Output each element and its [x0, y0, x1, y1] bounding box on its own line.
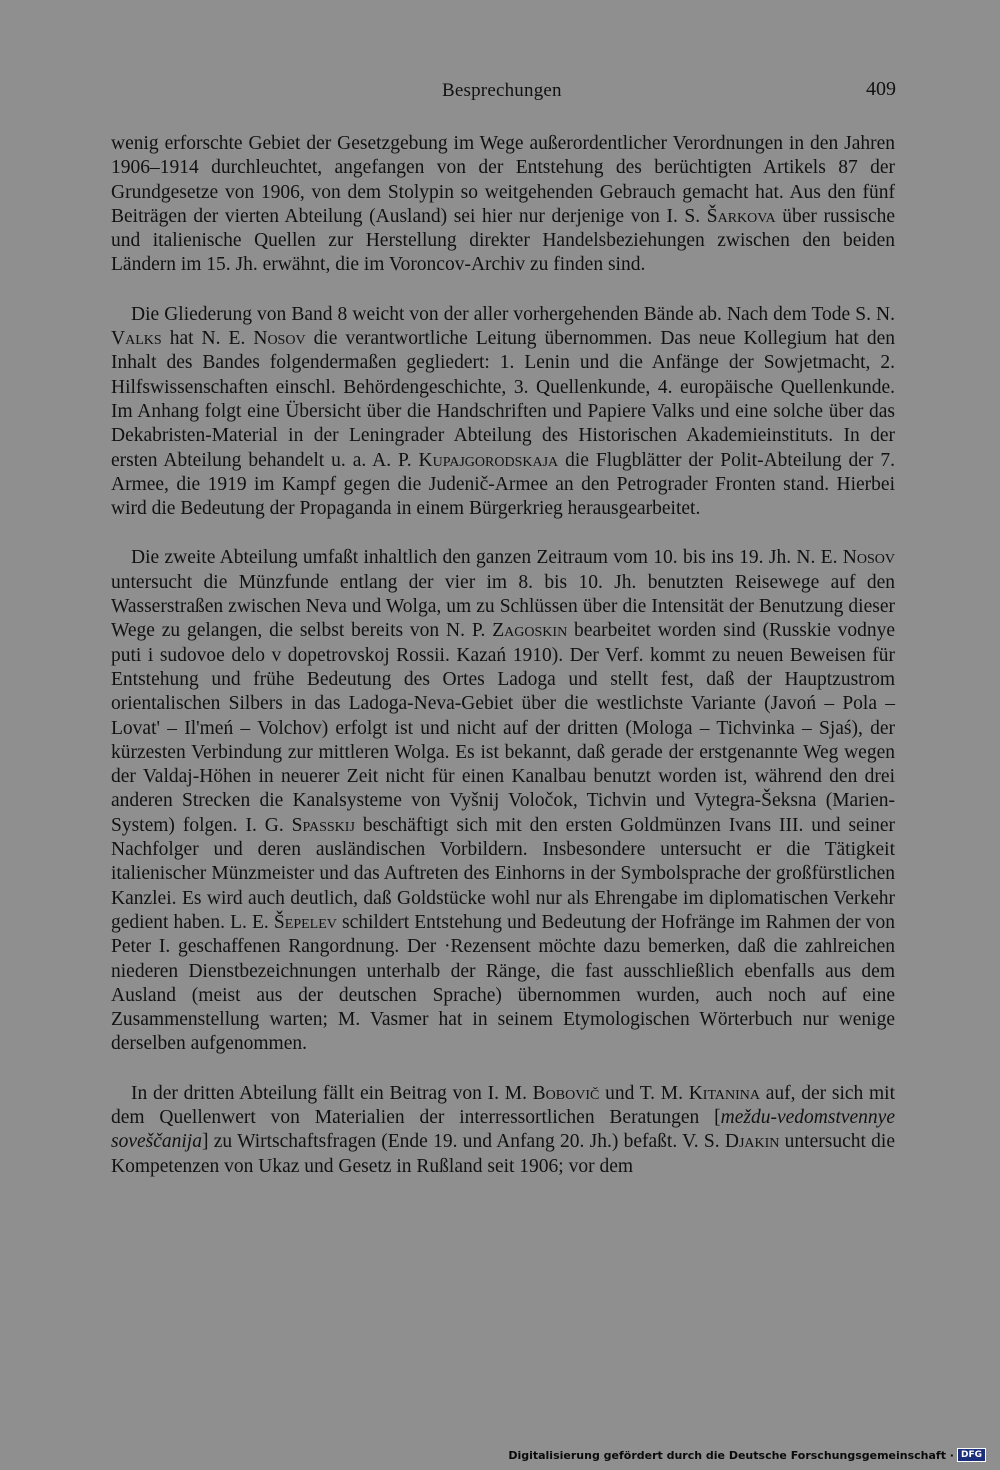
- paragraph: In der dritten Abteilung fällt ein Beitrag von I. M. Bobovič und T. M. Kitanina auf, der sich mit dem Quellenwert von Materialien der interressortlichen Beratungen [meždu-vedomstvennye soveščanija] zu Wirtschaftsfragen (Ende 19. und Anfang 20. Jh.) befaßt. V. S. Djakin untersucht die Kompetenzen von Ukaz und Gesetz in Rußland seit 1906; vor dem: [111, 1082, 895, 1177]
- author-name: Bobovič: [532, 1082, 600, 1104]
- italic-term: meždu-vedomstvennye soveščanija: [111, 1106, 895, 1153]
- author-name: Nosov: [842, 547, 895, 569]
- paragraph: wenig erforschte Gebiet der Gesetzgebung im Wege außerordentlicher Verordnungen in den Jahren 1906–1914 durchleuchtet, angefangen von der Entstehung des berüchtigten Artikels 87 der Grundgesetze von 1906, von dem Stolypin so weitgehenden Gebrauch gemacht hat. Aus den fünf Beiträgen der vierten Abteilung (Ausland) sei hier nur derjenige von I. S. Šarkova über russische und italienische Quellen zur Herstellung direkter Handelsbeziehungen zwischen den beiden Ländern im 15. Jh. erwähnt, die im Voroncov-Archiv zu finden sind.: [111, 133, 895, 276]
- paragraph: Die Gliederung von Band 8 weicht von der aller vorhergehenden Bände ab. Nach dem Tode S. N. Valks hat N. E. Nosov die verantwortliche Leitung übernommen. Das neue Kollegium hat den Inhalt des Bandes folgendermaßen gegliedert: 1. Lenin und die Anfänge der Sowjetmacht, 2. Hilfswissenschaften einschl. Behördengeschichte, 3. Quellenkunde, 4. europäische Quellenkunde. Im Anhang folgt eine Übersicht über die Handschriften und Papiere Valks und eine solche über das Dekabristen-Material in der Leningrader Abteilung des Historischen Akademieinstituts. In der ersten Abteilung behandelt u. a. A. P. Kupajgorodskaja die Flugblätter der Polit-Abteilung der 7. Armee, die 1919 im Kampf gegen die Judenič-Armee an den Petrograder Fronten stand. Hierbei wird die Bedeutung der Propaganda in einem Bürgerkrieg herausgearbeitet.: [111, 303, 895, 520]
- dfg-logo: DFG: [957, 1448, 986, 1462]
- digitization-footer: [508, 1448, 986, 1462]
- author-name: Spasskij: [291, 814, 355, 836]
- article-body: [111, 132, 895, 1179]
- author-name: Zagoskin: [492, 620, 568, 642]
- running-title: Besprechungen: [442, 80, 562, 101]
- author-name: Kupajgorodskaja: [418, 449, 559, 471]
- author-name: Šarkova: [706, 205, 776, 227]
- page-number: 409: [866, 78, 896, 100]
- author-name: Nosov: [253, 328, 306, 350]
- author-name: Valks: [111, 328, 162, 350]
- footer-text: Digitalisierung gefördert durch die Deutsche Forschungsgemeinschaft ·: [508, 1448, 954, 1462]
- page-header: [0, 78, 1000, 108]
- author-name: Djakin: [724, 1131, 780, 1153]
- author-name: Šepelev: [273, 911, 337, 933]
- paragraph: Die zweite Abteilung umfaßt inhaltlich den ganzen Zeitraum vom 10. bis ins 19. Jh. N. E. Nosov untersucht die Münzfunde entlang der vier im 8. bis 10. Jh. benutzten Reisewege auf den Wasserstraßen zwischen Neva und Wolga, um zu Schlüssen über die Intensität der Benutzung dieser Wege zu gelangen, die selbst bereits von N. P. Zagoskin bearbeitet worden sind (Russkie vodnye puti i sudovoe delo v dopetrovskoj Rossii. Kazań 1910). Der Verf. kommt zu neuen Beweisen für Entstehung und frühe Bedeutung des Ortes Ladoga und stellt fest, daß der Hauptzustrom orientalischen Silbers in das Ladoga-Neva-Gebiet über die westlichste Variante (Javoń – Pola – Lovat' – Il'meń – Volchov) erfolgt ist und nicht auf der dritten (Mologa – Tichvinka – Sjaś), der kürzesten Verbindung zur mittleren Wolga. Es ist bekannt, daß gerade der erstgenannte Weg wegen der Valdaj-Höhen in neuerer Zeit nicht für einen Kanalbau benutzt worden ist, während den drei anderen Strecken die Kanalsysteme von Vyšnij Voločok, Tichvin und Vytegra-Šeksna (Marien-System) folgen. I. G. Spasskij beschäftigt sich mit den ersten Goldmünzen Ivans III. und seiner Nachfolger und deren ausländischen Vorbildern. Insbesondere untersucht er die Tätigkeit italienischer Münzmeister und das Auftreten des Einhorns in der Symbolsprache der großfürstlichen Kanzlei. Es wird auch deutlich, daß Goldstücke wohl nur als Ehrengabe im diplomatischen Verkehr gedient haben. L. E. Šepelev schildert Entstehung und Bedeutung der Hofränge im Rahmen der von Peter I. geschaffenen Rangordnung. Der ·Rezensent möchte dazu bemerken, daß die zahlreichen niederen Dienstbezeichnungen unterhalb der Ränge, die fast ausschließlich ebenfalls aus dem Ausland (meist aus der deutschen Sprache) übernommen wurden, auch noch auf eine Zusammenstellung warten; M. Vasmer hat in seinem Etymologischen Wörterbuch nur wenige derselben aufgenommen.: [111, 547, 896, 1055]
- author-name: Kitanina: [688, 1082, 760, 1104]
